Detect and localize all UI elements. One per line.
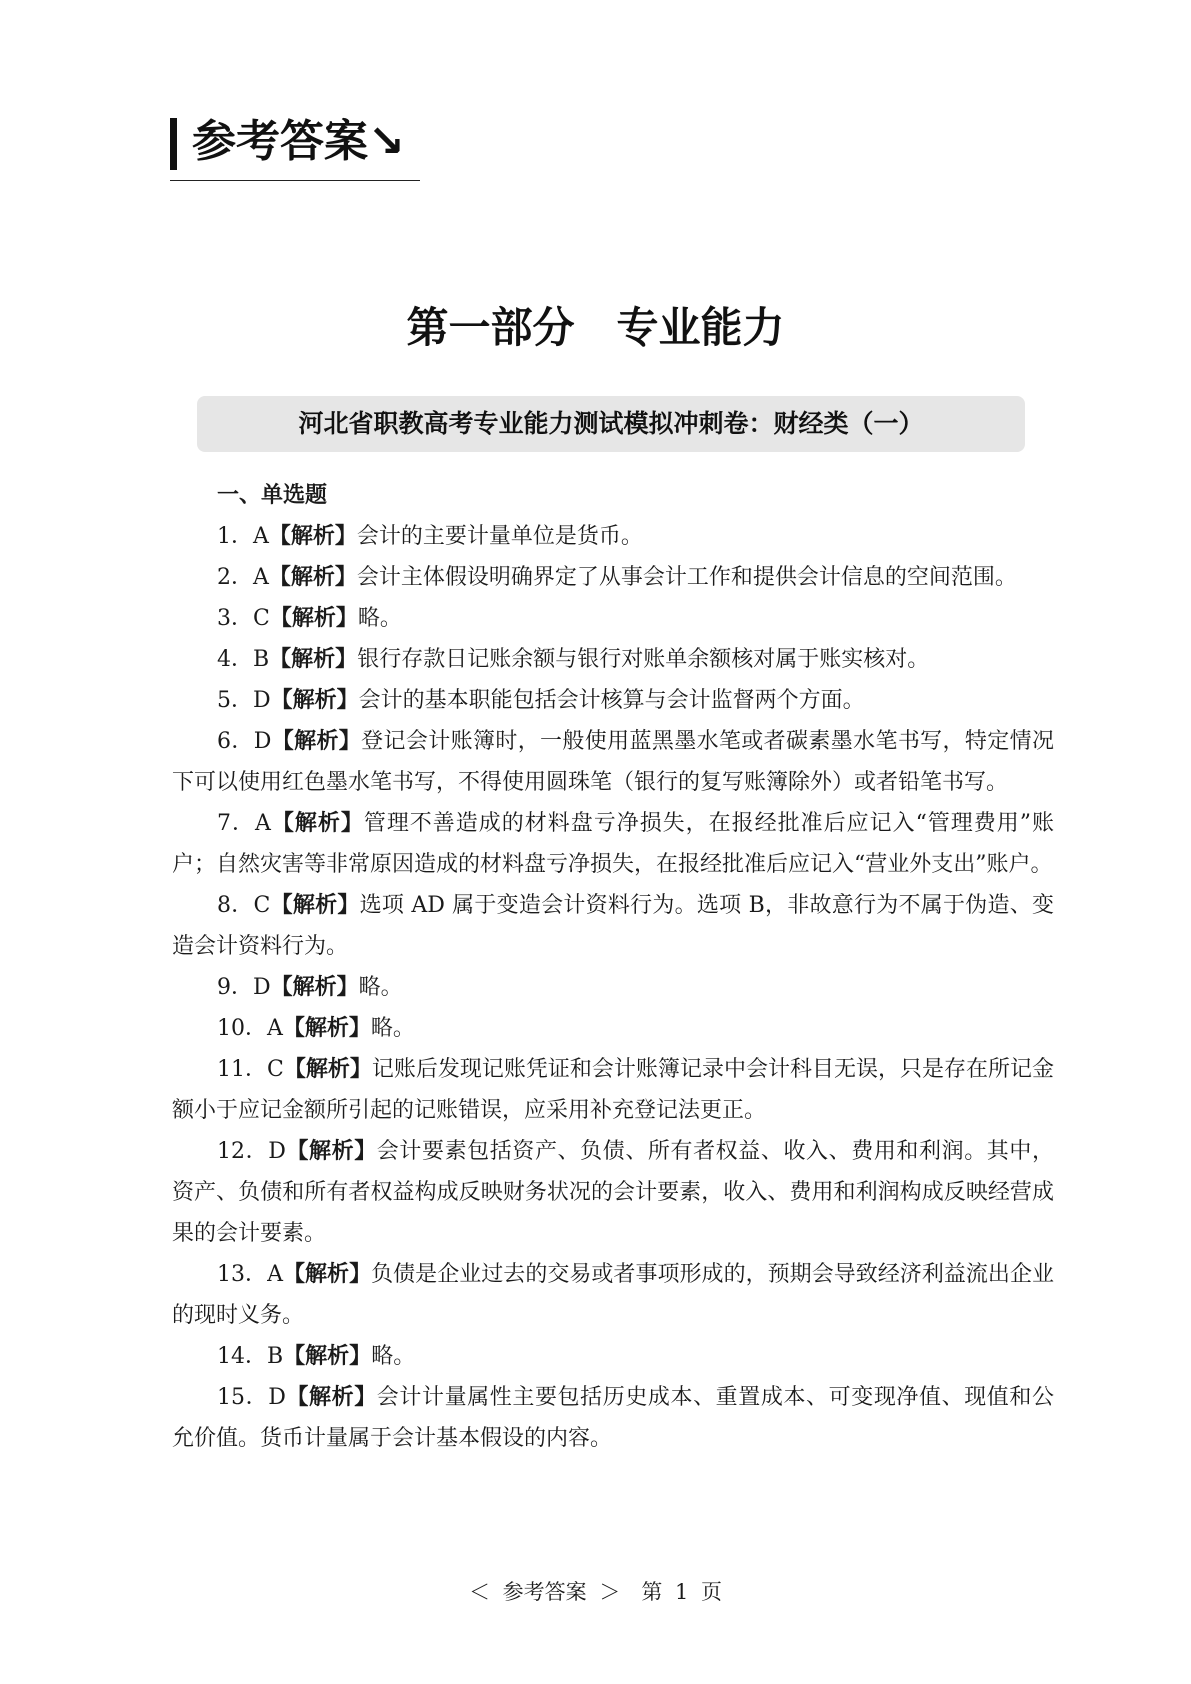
answer-item (172, 1377, 1054, 1459)
part-title: 第一部分 专业能力 (406, 303, 785, 352)
analysis-tag: 【解析】 (268, 565, 357, 590)
analysis-text: 银行存款日记账余额与银行对账单余额核对属于账实核对。 (357, 647, 930, 672)
analysis-tag: 【解析】 (285, 1385, 377, 1410)
analysis-text: 会计计量属性主要包括历史成本、重置成本、可变现净值、现值和公允价值。货币计量属于会计基本假设的内容。 (172, 1385, 1054, 1451)
answer-number: 10． (217, 1016, 267, 1041)
analysis-text: 略。 (370, 1016, 415, 1041)
answer-number: 4． (217, 647, 253, 672)
page-footer: ＜ 参考答案 ＞ 第 1 页 (468, 1580, 723, 1604)
answer-choice: C (253, 893, 271, 918)
analysis-tag: 【解析】 (285, 1139, 377, 1164)
answer-choice: A (267, 1016, 283, 1041)
answer-number: 1． (217, 524, 253, 549)
answer-choice: A (253, 565, 269, 590)
analysis-text: 会计要素包括资产、负债、所有者权益、收入、费用和利润。其中，资产、负债和所有者权益构成反映财务状况的会计要素，收入、费用和利润构成反映经营成果的会计要素。 (172, 1139, 1054, 1246)
analysis-text: 登记会计账簿时，一般使用蓝黑墨水笔或者碳素墨水笔书写，特定情况下可以使用红色墨水笔书写，不得使用圆珠笔（银行的复写账簿除外）或者铅笔书写。 (172, 729, 1054, 795)
answer-item (172, 1254, 1054, 1336)
analysis-tag: 【解析】 (270, 688, 359, 713)
analysis-tag: 【解析】 (268, 524, 357, 549)
analysis-tag: 【解析】 (283, 1344, 372, 1369)
answer-choice: B (267, 1344, 284, 1369)
answer-number: 3． (217, 606, 253, 631)
answer-item (172, 803, 1054, 885)
analysis-text: 会计的主要计量单位是货币。 (356, 524, 643, 549)
answer-choice: D (268, 1139, 286, 1164)
answer-item (172, 639, 1054, 680)
answer-number: 13． (217, 1262, 268, 1287)
answer-number: 12． (217, 1139, 269, 1164)
answer-number: 11． (217, 1057, 268, 1082)
answer-item (172, 1049, 1054, 1131)
analysis-text: 略。 (358, 975, 403, 1000)
answer-item (172, 680, 1054, 721)
answer-choice: C (253, 606, 270, 631)
answer-choice: A (253, 524, 269, 549)
answer-number: 15． (217, 1385, 269, 1410)
answer-item (172, 516, 1054, 557)
analysis-text: 会计的基本职能包括会计核算与会计监督两个方面。 (358, 688, 865, 713)
analysis-tag: 【解析】 (282, 1016, 371, 1041)
paper-title-banner (197, 396, 1025, 452)
answer-choice: A (254, 811, 271, 836)
analysis-tag: 【解析】 (270, 975, 359, 1000)
answer-item (172, 967, 1054, 1008)
answer-item (172, 721, 1054, 803)
answer-choice: D (253, 688, 271, 713)
answer-number: 6． (217, 729, 254, 754)
analysis-text: 负债是企业过去的交易或者事项形成的，预期会导致经济利益流出企业的现时义务。 (172, 1262, 1054, 1328)
analysis-tag: 【解析】 (270, 893, 360, 918)
section-header (170, 110, 420, 181)
header-title: 参考答案↘ (192, 116, 405, 167)
answer-number: 7． (217, 811, 255, 836)
answer-list (172, 516, 1054, 1459)
analysis-text: 略。 (371, 1344, 416, 1369)
answer-number: 5． (217, 688, 253, 713)
answer-number: 8． (217, 893, 254, 918)
analysis-tag: 【解析】 (270, 811, 364, 836)
analysis-text: 记账后发现记账凭证和会计账簿记录中会计科目无误，只是存在所记金额小于应记金额所引起的记账错误，应采用补充登记法更正。 (172, 1057, 1054, 1123)
analysis-tag: 【解析】 (282, 1262, 372, 1287)
analysis-text: 略。 (357, 606, 402, 631)
answer-number: 14． (217, 1344, 267, 1369)
answer-item (172, 1008, 1054, 1049)
section-heading: 一、单选题 (217, 483, 328, 508)
paper-title: 河北省职教高考专业能力测试模拟冲刺卷：财经类（一） (298, 409, 924, 438)
answer-item (172, 1131, 1054, 1254)
answer-choice: D (253, 729, 272, 754)
analysis-text: 选项 AD 属于变造会计资料行为。选项 B，非故意行为不属于伪造、变造会计资料行为。 (172, 893, 1054, 959)
answer-choice: C (267, 1057, 284, 1082)
analysis-tag: 【解析】 (271, 729, 362, 754)
header-accent-bar (170, 118, 177, 170)
analysis-tag: 【解析】 (269, 647, 358, 672)
analysis-tag: 【解析】 (269, 606, 358, 631)
answer-choice: B (253, 647, 270, 672)
answer-item (172, 885, 1054, 967)
answer-number: 9． (217, 975, 253, 1000)
answer-choice: D (268, 1385, 286, 1410)
answer-content (172, 475, 1054, 1459)
analysis-text: 会计主体假设明确界定了从事会计工作和提供会计信息的空间范围。 (356, 565, 1017, 590)
answer-choice: A (267, 1262, 283, 1287)
answer-number: 2． (217, 565, 253, 590)
analysis-tag: 【解析】 (283, 1057, 372, 1082)
answer-choice: D (253, 975, 271, 1000)
answer-item (172, 598, 1054, 639)
answer-item (172, 557, 1054, 598)
answer-item (172, 1336, 1054, 1377)
analysis-text: 管理不善造成的材料盘亏净损失，在报经批准后应记入“管理费用”账户；自然灾害等非常原因造成的材料盘亏净损失，在报经批准后应记入“营业外支出”账户。 (172, 811, 1054, 877)
